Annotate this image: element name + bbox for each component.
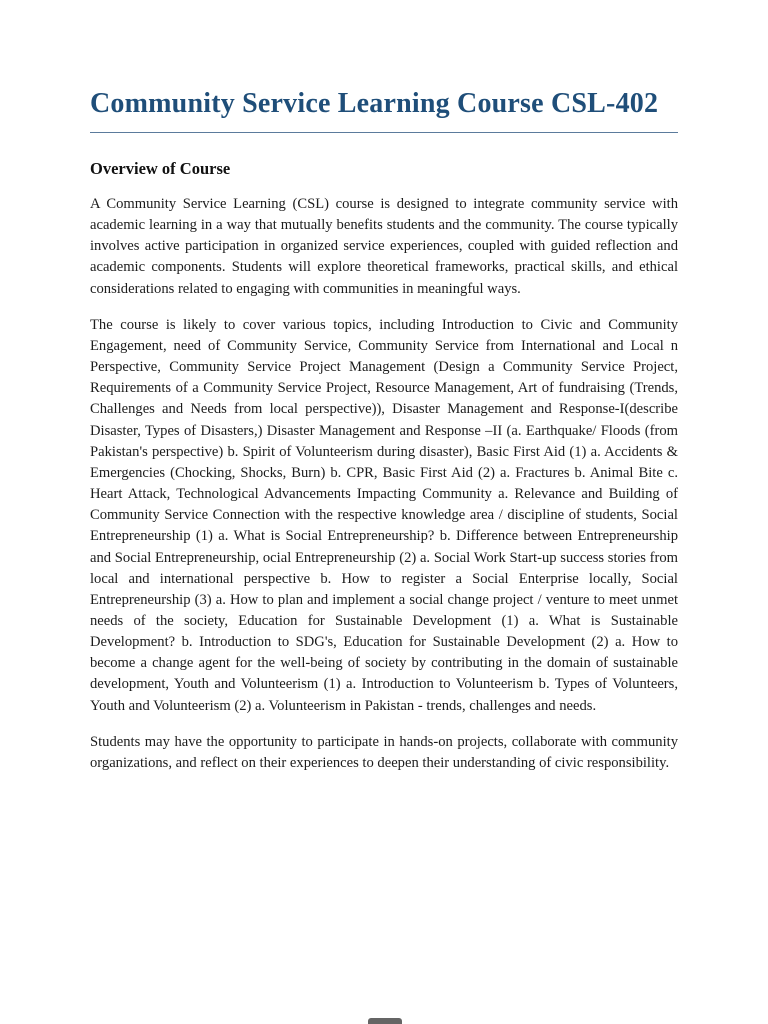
paragraph-course-description: A Community Service Learning (CSL) course is designed to integrate community service with academic learning in a way that mutually benefits students and the community. The course typically involves active participation in organized service experiences, coupled with guided reflection and academic components. Students will explore theoretical frameworks, practical skills, and ethical considerations related to engaging with communities in meaningful ways. bbox=[90, 196, 678, 297]
document-content bbox=[90, 88, 678, 774]
section-heading-overview: Overview of Course bbox=[90, 159, 231, 178]
bottom-ui-fragment bbox=[368, 1018, 402, 1024]
paragraph-course-topics: The course is likely to cover various topics, including Introduction to Civic and Community Engagement, need of Community Service, Community Service from International and Local n Perspective, Community Service Project Management (Design a Community Service Project, Requirements of a Community Service Project, Resource Management, Art of fundraising (Trends, Challenges and Needs from local perspective)), Disaster Management and Response-I(describe Disaster, Types of Disasters,) Disaster Management and Response –II (a. Earthquake/ Floods (from Pakistan's perspective) b. Spirit of Volunteerism during disaster), Basic First Aid (1) a. Accidents & Emergencies (Chocking, Shocks, Burn) b. CPR, Basic First Aid (2) a. Fractures b. Animal Bite c. Heart Attack, Technological Advancements Impacting Community a. Relevance and Building of Community Service Connection with the respective knowledge area / discipline of students, Social Entrepreneurship (1) a. What is Social Entrepreneurship? b. Difference between Entrepreneurship and Social Entrepreneurship, ocial Entrepreneurship (2) a. Social Work Start-up success stories from local and international perspective b. How to register a Social Enterprise locally, Social Entrepreneurship (3) a. How to plan and implement a social change project / venture to meet unmet needs of the society, Education for Sustainable Development (1) a. What is Sustainable Development? b. Introduction to SDG's, Education for Sustainable Development (2) a. How to become a change agent for the well-being of society by contributing in the domain of sustainable development, Youth and Volunteerism (1) a. Introduction to Volunteerism b. Types of Volunteers, Youth and Volunteerism (2) a. Volunteerism in Pakistan - trends, challenges and needs. bbox=[90, 316, 678, 714]
paragraph-student-opportunities: Students may have the opportunity to participate in hands-on projects, collaborate with community organizations, and reflect on their experiences to deepen their understanding of civic responsibility. bbox=[90, 733, 678, 771]
document-title: Community Service Learning Course CSL-402 bbox=[90, 88, 678, 133]
